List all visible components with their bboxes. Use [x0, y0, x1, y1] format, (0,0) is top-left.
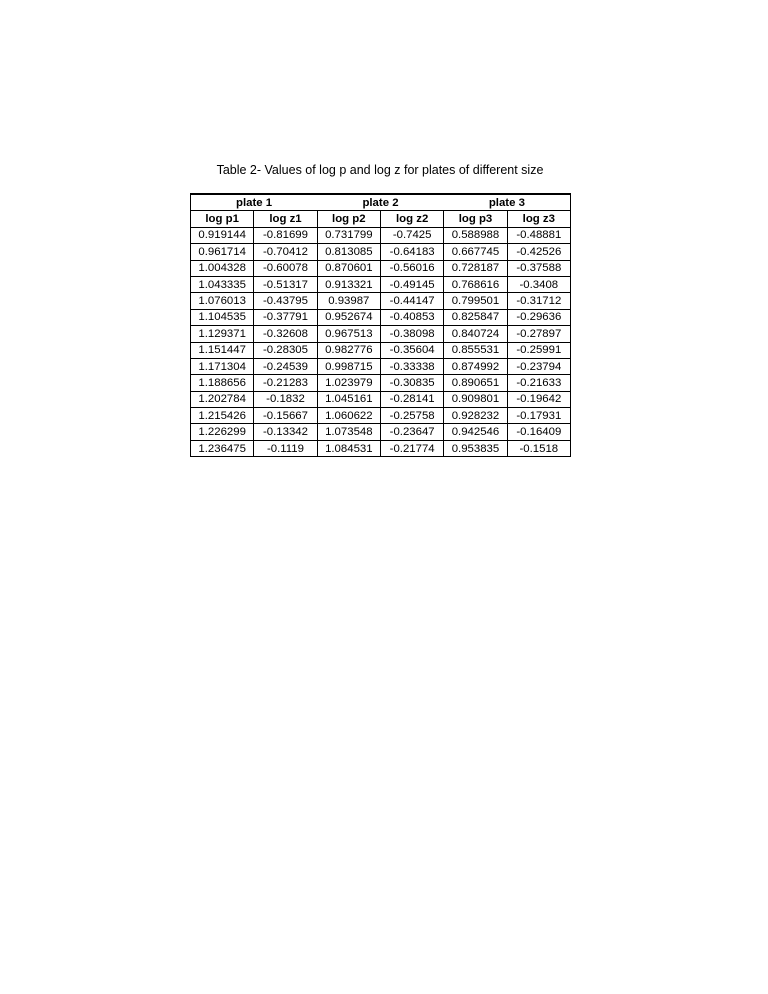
table-row	[191, 227, 571, 243]
table-row	[191, 342, 571, 358]
table-cell: -0.15667	[254, 408, 317, 424]
table-cell: -0.23794	[507, 358, 570, 374]
table-cell: -0.40853	[380, 309, 443, 325]
table-cell: -0.70412	[254, 244, 317, 260]
table-cell: 0.890651	[444, 375, 507, 391]
table-cell: 1.151447	[191, 342, 254, 358]
table-cell: 0.909801	[444, 391, 507, 407]
table-cell: 0.928232	[444, 408, 507, 424]
table-cell: -0.21633	[507, 375, 570, 391]
table-cell: 1.226299	[191, 424, 254, 440]
table-row	[191, 424, 571, 440]
table-cell: -0.23647	[380, 424, 443, 440]
table-cell: 0.998715	[317, 358, 380, 374]
table-cell: -0.44147	[380, 293, 443, 309]
column-header: log z1	[254, 211, 317, 227]
table-cell: 0.874992	[444, 358, 507, 374]
table-cell: 0.870601	[317, 260, 380, 276]
table-cell: 0.728187	[444, 260, 507, 276]
table-cell: 0.667745	[444, 244, 507, 260]
table-cell: -0.19642	[507, 391, 570, 407]
table-cell: -0.25758	[380, 408, 443, 424]
table-cell: -0.37588	[507, 260, 570, 276]
table-cell: 0.813085	[317, 244, 380, 260]
group-header-row	[191, 194, 571, 211]
table-cell: 1.202784	[191, 391, 254, 407]
table-cell: 0.799501	[444, 293, 507, 309]
table-cell: 1.129371	[191, 326, 254, 342]
table-cell: 0.952674	[317, 309, 380, 325]
column-header: log p3	[444, 211, 507, 227]
table-caption: Table 2- Values of log p and log z for plates of different size	[216, 163, 544, 177]
table-cell: -0.37791	[254, 309, 317, 325]
table-cell: -0.17931	[507, 408, 570, 424]
table-cell: -0.49145	[380, 276, 443, 292]
data-table	[190, 193, 571, 457]
table-cell: 0.588988	[444, 227, 507, 243]
table-cell: 1.084531	[317, 440, 380, 456]
table-cell: 1.215426	[191, 408, 254, 424]
column-header-row	[191, 211, 571, 227]
table-cell: -0.56016	[380, 260, 443, 276]
table-row	[191, 358, 571, 374]
group-header-plate-3: plate 3	[444, 194, 571, 211]
table-cell: 0.967513	[317, 326, 380, 342]
column-header: log p2	[317, 211, 380, 227]
table-cell: -0.35604	[380, 342, 443, 358]
table-cell: 1.171304	[191, 358, 254, 374]
table-row	[191, 391, 571, 407]
table-row	[191, 293, 571, 309]
table-cell: -0.28141	[380, 391, 443, 407]
table-cell: -0.3408	[507, 276, 570, 292]
table-cell: 1.043335	[191, 276, 254, 292]
group-header-plate-2: plate 2	[317, 194, 444, 211]
column-header: log p1	[191, 211, 254, 227]
table-row	[191, 309, 571, 325]
table-row	[191, 244, 571, 260]
table-cell: -0.1518	[507, 440, 570, 456]
table-cell: -0.48881	[507, 227, 570, 243]
table-row	[191, 326, 571, 342]
table-cell: 1.104535	[191, 309, 254, 325]
table-cell: -0.1832	[254, 391, 317, 407]
table-cell: 0.93987	[317, 293, 380, 309]
table-body	[191, 227, 571, 456]
table-cell: -0.7425	[380, 227, 443, 243]
table-cell: 1.188656	[191, 375, 254, 391]
table-cell: -0.60078	[254, 260, 317, 276]
table-row	[191, 408, 571, 424]
table-cell: -0.21283	[254, 375, 317, 391]
table-cell: 1.076013	[191, 293, 254, 309]
table-cell: 0.855531	[444, 342, 507, 358]
table-cell: 1.004328	[191, 260, 254, 276]
table-row	[191, 260, 571, 276]
table-cell: -0.16409	[507, 424, 570, 440]
table-cell: -0.38098	[380, 326, 443, 342]
table-cell: 1.236475	[191, 440, 254, 456]
table-cell: -0.64183	[380, 244, 443, 260]
table-cell: 1.060622	[317, 408, 380, 424]
table-cell: -0.42526	[507, 244, 570, 260]
table-cell: -0.33338	[380, 358, 443, 374]
table-cell: 0.942546	[444, 424, 507, 440]
table-cell: -0.25991	[507, 342, 570, 358]
table-cell: 0.961714	[191, 244, 254, 260]
table-cell: -0.31712	[507, 293, 570, 309]
table-cell: -0.30835	[380, 375, 443, 391]
table-cell: 0.919144	[191, 227, 254, 243]
table-cell: 0.840724	[444, 326, 507, 342]
table-cell: 1.073548	[317, 424, 380, 440]
table-cell: -0.24539	[254, 358, 317, 374]
table-cell: 0.825847	[444, 309, 507, 325]
table-cell: -0.21774	[380, 440, 443, 456]
table-cell: -0.1119	[254, 440, 317, 456]
table-cell: 1.045161	[317, 391, 380, 407]
table-cell: 0.768616	[444, 276, 507, 292]
table-cell: 1.023979	[317, 375, 380, 391]
table-cell: -0.51317	[254, 276, 317, 292]
table-cell: 0.731799	[317, 227, 380, 243]
table-row	[191, 276, 571, 292]
table-cell: -0.81699	[254, 227, 317, 243]
table-cell: 0.982776	[317, 342, 380, 358]
table-row	[191, 375, 571, 391]
table-cell: 0.953835	[444, 440, 507, 456]
table-cell: -0.13342	[254, 424, 317, 440]
table-cell: -0.27897	[507, 326, 570, 342]
group-header-plate-1: plate 1	[191, 194, 318, 211]
table-cell: -0.29636	[507, 309, 570, 325]
table-cell: -0.43795	[254, 293, 317, 309]
table-cell: 0.913321	[317, 276, 380, 292]
column-header: log z3	[507, 211, 570, 227]
column-header: log z2	[380, 211, 443, 227]
table-cell: -0.28305	[254, 342, 317, 358]
table-cell: -0.32608	[254, 326, 317, 342]
table-row	[191, 440, 571, 456]
